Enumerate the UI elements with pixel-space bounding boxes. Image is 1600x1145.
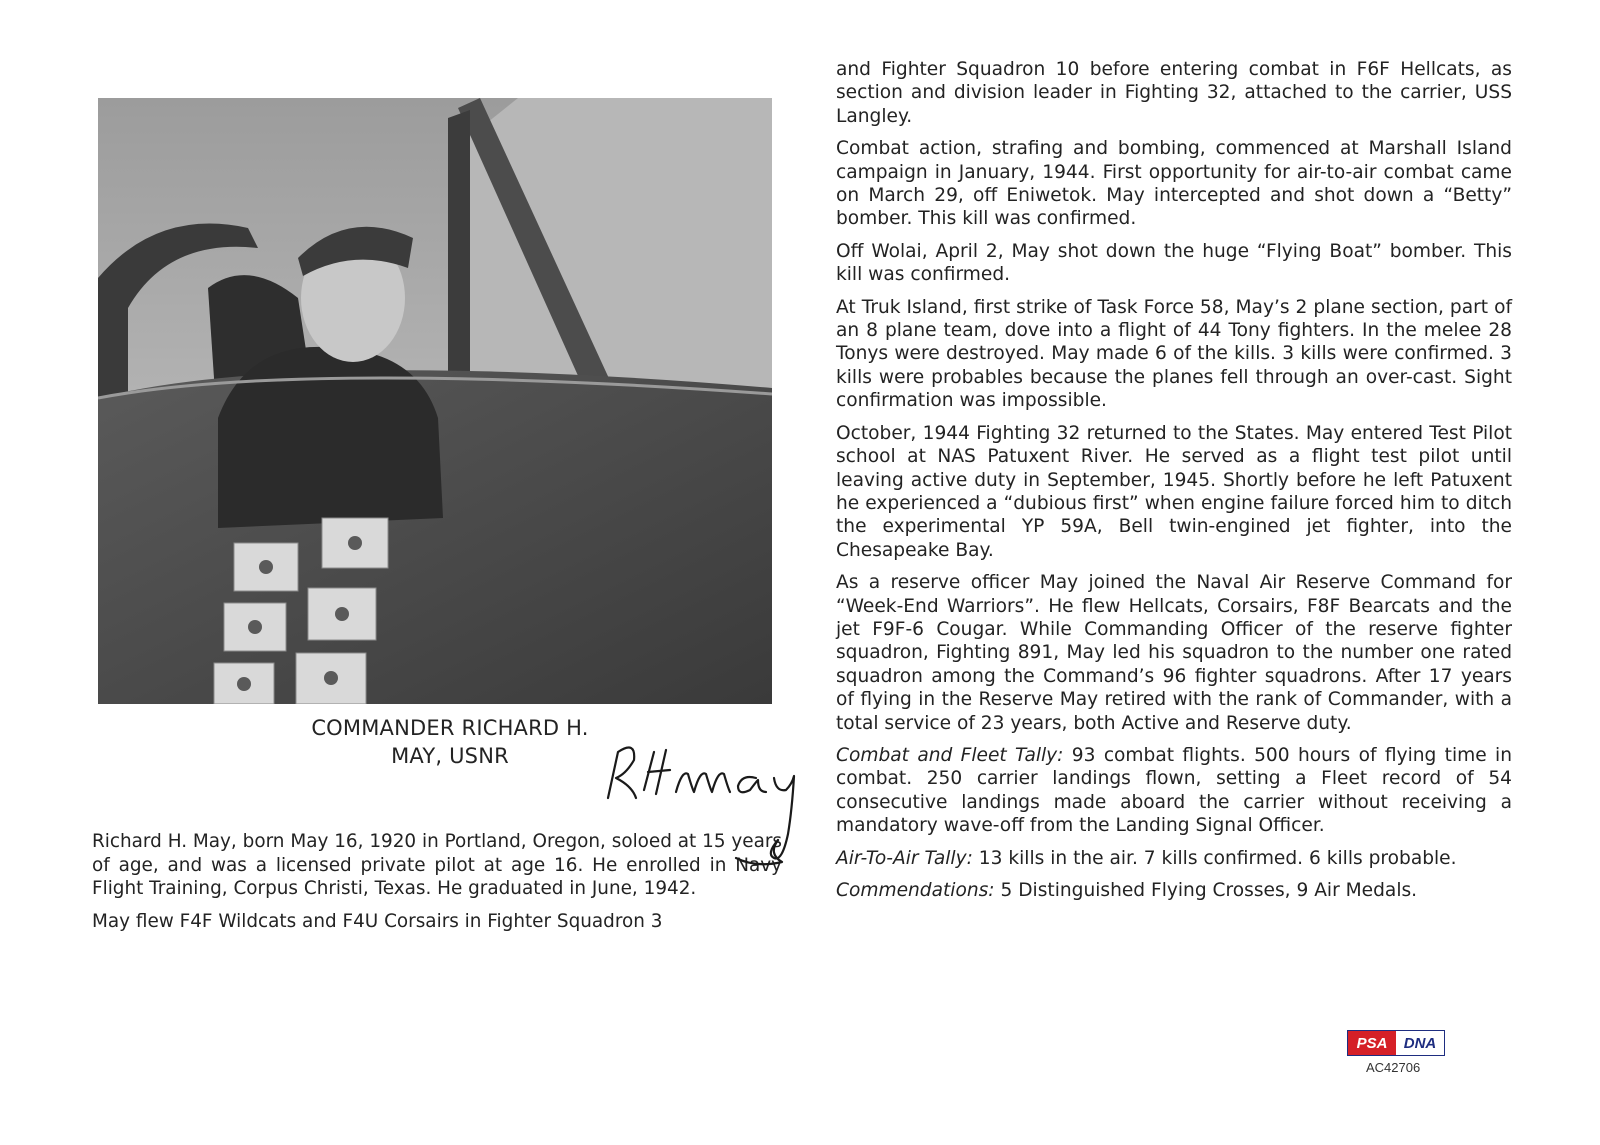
left-paragraph-2: May flew F4F Wildcats and F4U Corsairs in Fighter Squadron 3 <box>92 910 663 932</box>
caption-line-2: MAY, USNR <box>391 744 509 768</box>
paragraph-body: 5 Distinguished Flying Crosses, 9 Air Medals. <box>994 880 1418 901</box>
logo-psa-half: PSA <box>1348 1031 1396 1055</box>
right-paragraph-5 <box>836 422 1512 562</box>
combat-tally-paragraph <box>836 744 1512 838</box>
right-paragraph-6 <box>836 571 1512 735</box>
psa-dna-logo <box>1347 1030 1445 1056</box>
left-paragraph-1: Richard H. May, born May 16, 1920 in Portland, Oregon, soloed at 15 years of age, and was a licensed private pilot at age 16. He enrolled in Navy Flight Training, Corpus Christi, Texas. He graduated in June, 1942. <box>92 831 782 899</box>
right-paragraph-3 <box>836 240 1512 287</box>
paragraph-lead: Combat and Fleet Tally: <box>836 744 1064 766</box>
autograph-signature <box>596 730 826 870</box>
right-paragraph-2 <box>836 137 1512 231</box>
paragraph-body: and Fighter Squadron 10 before entering combat in F6F Hellcats, as section and division leader in Fighting 32, attached to the carrier, USS Langley. <box>836 59 1512 127</box>
right-column-text <box>836 58 1512 911</box>
paragraph-body: October, 1944 Fighting 32 returned to the States. May entered Test Pilot school at NAS Patuxent River. He served as a flight test pilot until leaving active duty in September, 1945. Shortly before he left Patuxent he experienced a “dubious first” when engine failure forced him to ditch the experimental YP 59A, Bell twin-engined jet fighter, into the Chesapeake Bay. <box>836 422 1512 561</box>
pilot-cockpit-photo <box>98 98 772 704</box>
caption-line-1: COMMANDER RICHARD H. <box>311 716 589 740</box>
right-paragraph-1 <box>836 58 1512 128</box>
air-tally-paragraph <box>836 847 1512 870</box>
right-paragraph-4 <box>836 296 1512 413</box>
paragraph-body: Combat action, strafing and bombing, commenced at Marshall Island campaign in January, 1944. First opportunity for air-to-air combat came on March 29, off Eniwetok. May intercepted and shot down a “Betty” bomber. This kill was confirmed. <box>836 138 1512 230</box>
commendations-paragraph <box>836 879 1512 902</box>
paragraph-body: At Truk Island, first strike of Task Force 58, May’s 2 plane section, part of an 8 plane team, dove into a flight of 44 Tony fighters. In the melee 28 Tonys were destroyed. May made 6 of the kills. 3 kills were confirmed. 3 kills were probables because the planes fell through an over-cast. Sight confirmation was impossible. <box>836 296 1512 412</box>
signature-drawing <box>596 730 826 870</box>
paragraph-body: Off Wolai, April 2, May shot down the huge “Flying Boat” bomber. This kill was confirmed. <box>836 240 1512 286</box>
paragraph-lead: Commendations: <box>836 880 995 901</box>
paragraph-body: 13 kills in the air. 7 kills confirmed. 6 kills probable. <box>972 847 1457 869</box>
paragraph-body: 93 combat flights. 500 hours of flying time in combat. 250 carrier landings flown, setting a Fleet record of 54 consecutive landings made aboard the carrier without receiving a mandatory wave-off from the Landing Signal Officer. <box>836 744 1512 837</box>
logo-dna-half: DNA <box>1396 1031 1444 1055</box>
paragraph-lead: Air-To-Air Tally: <box>836 847 973 869</box>
paragraph-body: As a reserve officer May joined the Naval Air Reserve Command for “Week-End Warriors”. He flew Hellcats, Corsairs, F8F Bearcats and the jet F9F-6 Cougar. While Commanding Officer of the reserve fighter squadron, Fighting 891, May led his squadron to the number one rated squadron among the Command’s 96 fighter squadrons. After 17 years of flying in the Reserve May retired with the rank of Commander, with a total service of 23 years, both Active and Reserve duty. <box>836 572 1512 734</box>
photo-illustration <box>98 98 772 704</box>
certificate-number: AC42706 <box>1366 1060 1421 1075</box>
